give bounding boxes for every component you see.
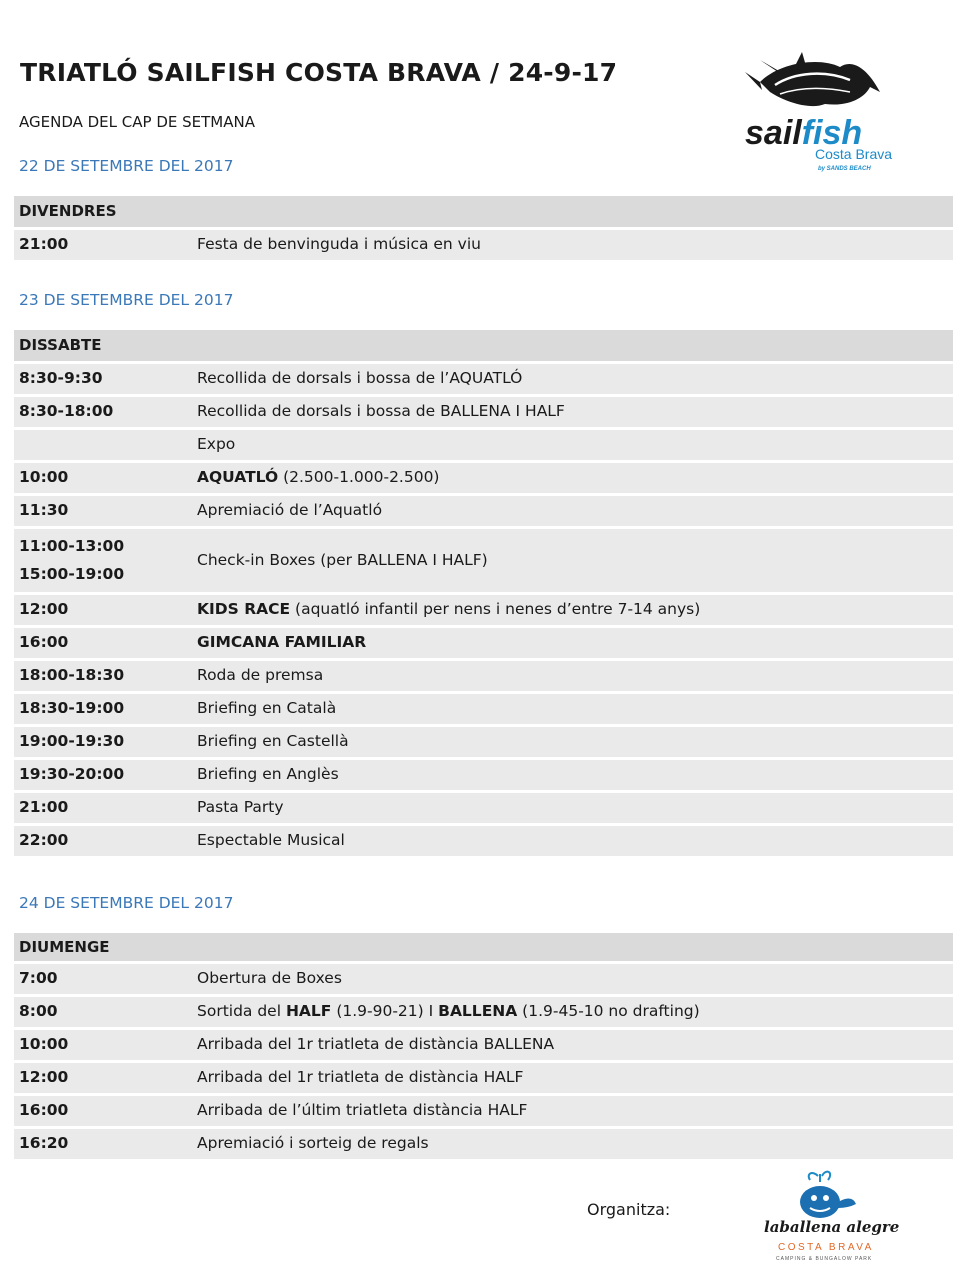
- row-desc-bold: AQUATLÓ: [197, 468, 279, 487]
- row-desc-rest: (aquatló infantil per nens i nenes d’entre 7-14 anys): [290, 600, 701, 619]
- row-desc: Recollida de dorsals i bossa de BALLENA I HALF: [192, 397, 953, 427]
- row-desc: Arribada del 1r triatleta de distància BALLENA: [192, 1030, 953, 1060]
- logo-tagline: by SANDS BEACH: [818, 166, 871, 172]
- row-desc: Obertura de Boxes: [192, 964, 953, 994]
- row-desc-part: (1.9-90-21) I: [331, 1002, 439, 1021]
- table-row: [14, 1129, 953, 1159]
- sailfish-logo: [740, 52, 920, 182]
- table-row: [14, 760, 953, 790]
- row-desc-bold: BALLENA: [438, 1002, 518, 1021]
- table-row: [14, 397, 953, 427]
- row-desc: Festa de benvinguda i música en viu: [192, 230, 953, 260]
- table-row: [14, 964, 953, 994]
- logo-sub: Costa Brava: [815, 146, 893, 162]
- row-desc: Arribada del 1r triatleta de distància HALF: [192, 1063, 953, 1093]
- day-header: DISSABTE: [14, 330, 953, 361]
- row-time: 19:00-19:30: [14, 727, 192, 757]
- row-time-line: 11:00-13:00: [19, 536, 125, 555]
- table-row: [14, 463, 953, 493]
- page-title: TRIATLÓ SAILFISH COSTA BRAVA / 24-9-17: [20, 58, 618, 87]
- day-table-sunday: [14, 930, 953, 1162]
- row-desc: Espectable Musical: [192, 826, 953, 856]
- row-desc: Briefing en Castellà: [192, 727, 953, 757]
- row-desc: Arribada de l’últim triatleta distància HALF: [192, 1096, 953, 1126]
- table-row: [14, 430, 953, 460]
- row-desc: [192, 595, 953, 625]
- row-desc-rest: (2.500-1.000-2.500): [278, 468, 440, 487]
- table-row: [14, 628, 953, 658]
- table-row: [14, 793, 953, 823]
- row-desc: [192, 997, 953, 1027]
- row-time: [14, 430, 192, 460]
- table-row: [14, 826, 953, 856]
- org-logo-sub2: CAMPING & BUNGALOW PARK: [776, 1256, 873, 1262]
- row-desc: Briefing en Català: [192, 694, 953, 724]
- row-time: 19:30-20:00: [14, 760, 192, 790]
- row-time: 21:00: [14, 793, 192, 823]
- row-desc: Expo: [192, 430, 953, 460]
- table-row: [14, 595, 953, 625]
- row-desc: [192, 628, 953, 658]
- table-row: [14, 1030, 953, 1060]
- org-logo-name: laballena alegre: [764, 1218, 900, 1236]
- row-time: 10:00: [14, 463, 192, 493]
- row-desc-bold: KIDS RACE: [197, 600, 291, 619]
- row-time-line: 15:00-19:00: [19, 564, 125, 583]
- row-time: 11:30: [14, 496, 192, 526]
- row-time: 8:00: [14, 997, 192, 1027]
- table-row: [14, 694, 953, 724]
- row-desc-bold: HALF: [285, 1002, 332, 1021]
- row-desc: [192, 463, 953, 493]
- table-row: [14, 496, 953, 526]
- table-row: [14, 1063, 953, 1093]
- table-row: [14, 997, 953, 1027]
- row-time: 21:00: [14, 230, 192, 260]
- table-row: [14, 230, 953, 260]
- date-heading: 24 DE SETEMBRE DEL 2017: [19, 894, 234, 912]
- row-time: 8:30-9:30: [14, 364, 192, 394]
- row-time: 18:30-19:00: [14, 694, 192, 724]
- date-heading: 22 DE SETEMBRE DEL 2017: [19, 157, 234, 175]
- table-row: [14, 727, 953, 757]
- row-desc: Check-in Boxes (per BALLENA I HALF): [192, 529, 953, 592]
- table-row: [14, 364, 953, 394]
- row-desc: Pasta Party: [192, 793, 953, 823]
- row-time: 7:00: [14, 964, 192, 994]
- ballena-alegre-logo: [760, 1168, 900, 1268]
- row-desc: Apremiació de l’Aquatló: [192, 496, 953, 526]
- row-desc: Apremiació i sorteig de regals: [192, 1129, 953, 1159]
- org-logo-sub: COSTA BRAVA: [778, 1242, 874, 1253]
- row-time: 12:00: [14, 1063, 192, 1093]
- table-row: [14, 1096, 953, 1126]
- row-desc-bold: GIMCANA FAMILIAR: [197, 633, 367, 652]
- date-heading: 23 DE SETEMBRE DEL 2017: [19, 291, 234, 309]
- row-desc-part: (1.9-45-10 no drafting): [517, 1002, 700, 1021]
- day-header: DIUMENGE: [14, 933, 953, 961]
- row-time: 16:00: [14, 1096, 192, 1126]
- day-table-saturday: [14, 327, 953, 859]
- row-time: 12:00: [14, 595, 192, 625]
- row-desc: Roda de premsa: [192, 661, 953, 691]
- day-header: DIVENDRES: [14, 196, 953, 227]
- row-desc: Recollida de dorsals i bossa de l’AQUATLÓ: [192, 364, 953, 394]
- organizer-label: Organitza:: [587, 1200, 671, 1219]
- table-row: [14, 529, 953, 592]
- table-row: [14, 661, 953, 691]
- page-subtitle: AGENDA DEL CAP DE SETMANA: [19, 113, 255, 131]
- day-table-friday: [14, 193, 953, 263]
- row-desc: Briefing en Anglès: [192, 760, 953, 790]
- logo-brand-accent: fish: [801, 114, 863, 152]
- row-time: 16:00: [14, 628, 192, 658]
- row-time: 16:20: [14, 1129, 192, 1159]
- row-time: 10:00: [14, 1030, 192, 1060]
- row-time: 18:00-18:30: [14, 661, 192, 691]
- logo-brand-part: sail: [745, 114, 802, 152]
- row-desc-part: Sortida del: [197, 1002, 286, 1021]
- row-time: 8:30-18:00: [14, 397, 192, 427]
- row-time: [14, 529, 192, 592]
- row-time: 22:00: [14, 826, 192, 856]
